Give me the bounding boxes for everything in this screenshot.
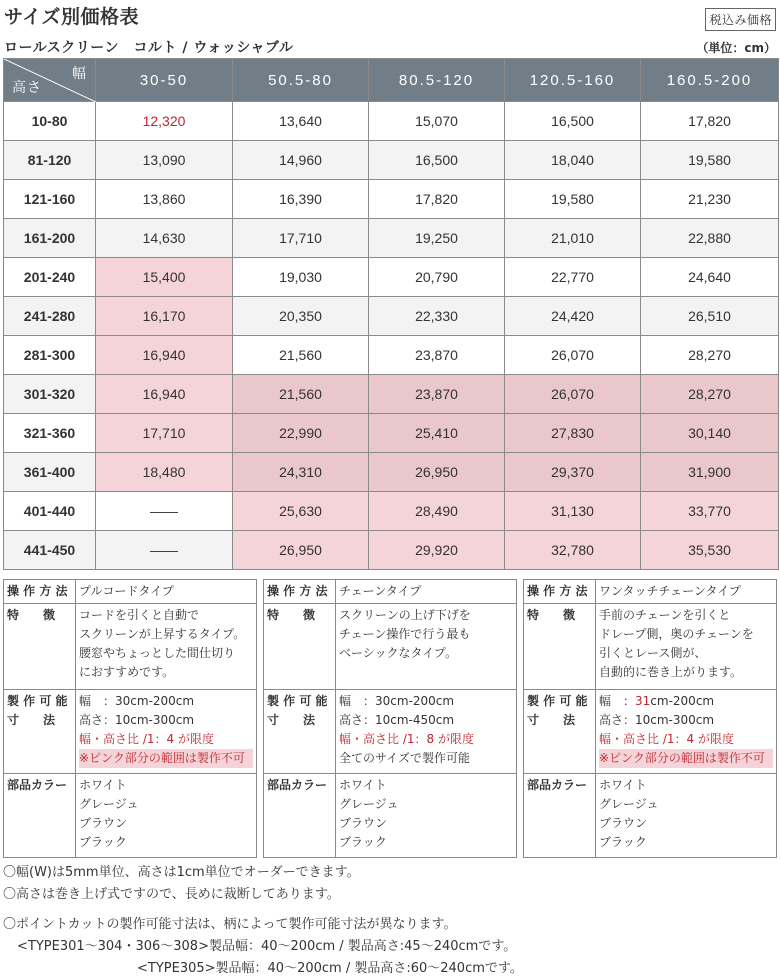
color-item: ホワイト [79, 778, 127, 792]
price-cell: 33,770 [641, 492, 779, 531]
size-label-line: 寸 法 [267, 713, 316, 727]
price-cell: 19,580 [505, 180, 641, 219]
size-label-line: 製 作 可 能 [527, 694, 588, 708]
note-line: 〇ポイントカットの製作可能寸法は、柄によって製作可能寸法が異なります。 [3, 917, 457, 932]
price-cell: 13,860 [96, 180, 233, 219]
table-row [4, 258, 779, 297]
feature-label: 特 徴 [4, 604, 76, 690]
height-axis-label: 高さ [12, 79, 42, 95]
color-item: グレージュ [599, 797, 659, 811]
price-cell: 17,820 [369, 180, 505, 219]
price-cell: 13,090 [96, 141, 233, 180]
production-note: 全てのサイズで製作可能 [339, 751, 471, 765]
feature-line: 自動的に巻き上がります。 [599, 665, 743, 679]
price-cell: 20,790 [369, 258, 505, 297]
width-column-header: 50.5-80 [233, 59, 369, 102]
table-row [4, 180, 779, 219]
width-column-header: 80.5-120 [369, 59, 505, 102]
table-row [4, 492, 779, 531]
feature-line: チェーン操作で行う最も [339, 627, 471, 641]
size-label-line: 寸 法 [7, 713, 56, 727]
height-row-header: 441-450 [4, 531, 96, 570]
price-cell: 22,880 [641, 219, 779, 258]
price-table-header [4, 59, 779, 102]
height-spec: 高さ：10cm-300cm [599, 713, 715, 727]
operation-label: 操 作 方 法 [524, 580, 596, 604]
color-item: ホワイト [599, 778, 647, 792]
price-cell: 20,350 [233, 297, 369, 336]
price-cell: 16,500 [505, 102, 641, 141]
price-cell: 19,250 [369, 219, 505, 258]
price-cell: 18,480 [96, 453, 233, 492]
feature-label: 特 徴 [524, 604, 596, 690]
price-cell: 15,070 [369, 102, 505, 141]
note-line: <TYPE305>製品幅：40～200cm / 製品高さ:60～240cmです。 [137, 961, 523, 976]
price-cell: 14,630 [96, 219, 233, 258]
height-row-header: 81-120 [4, 141, 96, 180]
price-cell: 26,950 [369, 453, 505, 492]
price-cell: 19,030 [233, 258, 369, 297]
price-cell: 23,870 [369, 336, 505, 375]
price-cell: 22,990 [233, 414, 369, 453]
price-cell: 16,500 [369, 141, 505, 180]
feature-line: コードを引くと自動で [79, 608, 200, 622]
price-cell: 31,900 [641, 453, 779, 492]
parts-color-list [336, 774, 517, 858]
height-row-header: 281-300 [4, 336, 96, 375]
height-row-header: 301-320 [4, 375, 96, 414]
height-row-header: 10-80 [4, 102, 96, 141]
price-cell: 25,410 [369, 414, 505, 453]
price-cell: 21,230 [641, 180, 779, 219]
production-note: ※ピンク部分の範囲は製作不可 [79, 749, 253, 768]
operation-label: 操 作 方 法 [264, 580, 336, 604]
price-cell: 22,770 [505, 258, 641, 297]
height-row-header: 241-280 [4, 297, 96, 336]
price-cell: 28,270 [641, 336, 779, 375]
width-spec: 幅 ：31cm-200cm [599, 694, 715, 708]
size-label [264, 690, 336, 774]
color-item: ブラック [339, 835, 387, 849]
color-item: ブラウン [339, 816, 388, 830]
feature-line: 腰窓やちょっとした間仕切り [79, 646, 236, 660]
color-item: ブラウン [79, 816, 128, 830]
price-cell: 30,140 [641, 414, 779, 453]
table-row [4, 102, 779, 141]
table-row [4, 141, 779, 180]
ratio-limit: 幅・高さ比 /1：4 が限度 [599, 732, 734, 746]
table-row [4, 297, 779, 336]
price-cell: 24,640 [641, 258, 779, 297]
parts-color-label: 部品カラー [264, 774, 336, 858]
operation-label: 操 作 方 法 [4, 580, 76, 604]
price-cell: ―― [96, 492, 233, 531]
product-subtitle: ロールスクリーン コルト / ウォッシャブル [4, 40, 294, 56]
price-cell: 29,920 [369, 531, 505, 570]
operation-type: チェーンタイプ [336, 580, 517, 604]
width-column-header: 120.5-160 [505, 59, 641, 102]
table-row [4, 375, 779, 414]
feature-line: におすすめです。 [79, 665, 175, 679]
price-cell: 16,390 [233, 180, 369, 219]
color-item: グレージュ [339, 797, 399, 811]
price-table [3, 58, 779, 570]
price-cell: 17,710 [233, 219, 369, 258]
price-cell: 26,510 [641, 297, 779, 336]
price-cell: 28,270 [641, 375, 779, 414]
parts-color-label: 部品カラー [4, 774, 76, 858]
feature-line: スクリーンの上げ下げを [339, 608, 471, 622]
price-cell: 21,560 [233, 375, 369, 414]
tax-included-badge: 税込み価格 [705, 8, 776, 31]
operation-info-box [3, 579, 257, 858]
page-title: サイズ別価格表 [4, 6, 139, 28]
price-cell: 31,130 [505, 492, 641, 531]
feature-label: 特 徴 [264, 604, 336, 690]
table-row [4, 336, 779, 375]
feature-text [76, 604, 257, 690]
price-cell: 23,870 [369, 375, 505, 414]
feature-text [596, 604, 777, 690]
price-cell: 21,010 [505, 219, 641, 258]
table-corner-cell [4, 59, 96, 102]
price-cell: 17,820 [641, 102, 779, 141]
parts-color-list [76, 774, 257, 858]
size-label-line: 製 作 可 能 [7, 694, 68, 708]
size-spec [596, 690, 777, 774]
parts-color-list [596, 774, 777, 858]
price-cell: 15,400 [96, 258, 233, 297]
color-item: ブラウン [599, 816, 648, 830]
price-cell: 28,490 [369, 492, 505, 531]
price-cell: 29,370 [505, 453, 641, 492]
size-spec [336, 690, 517, 774]
price-cell: 35,530 [641, 531, 779, 570]
operation-type: ワンタッチチェーンタイプ [596, 580, 777, 604]
price-cell: 14,960 [233, 141, 369, 180]
price-cell: 24,420 [505, 297, 641, 336]
feature-line: スクリーンが上昇するタイプ。 [79, 627, 246, 641]
height-row-header: 201-240 [4, 258, 96, 297]
note-line: 〇高さは巻き上げ式ですので、長めに裁断してあります。 [3, 887, 340, 902]
price-cell: 22,330 [369, 297, 505, 336]
feature-line: ドレープ側，奥のチェーンを [599, 627, 754, 641]
operation-info-box [263, 579, 517, 858]
height-row-header: 121-160 [4, 180, 96, 219]
price-cell: 16,170 [96, 297, 233, 336]
ratio-limit: 幅・高さ比 /1：4 が限度 [79, 732, 214, 746]
height-row-header: 361-400 [4, 453, 96, 492]
color-item: ブラック [79, 835, 127, 849]
ratio-limit: 幅・高さ比 /1：8 が限度 [339, 732, 474, 746]
price-cell: 17,710 [96, 414, 233, 453]
color-item: ブラック [599, 835, 647, 849]
production-note: ※ピンク部分の範囲は製作不可 [599, 749, 773, 768]
size-label-line: 製 作 可 能 [267, 694, 328, 708]
width-spec: 幅 ：30cm-200cm [339, 694, 455, 708]
price-cell: 19,580 [641, 141, 779, 180]
height-row-header: 321-360 [4, 414, 96, 453]
feature-line: 引くとレース側が、 [599, 646, 707, 660]
price-cell: ―― [96, 531, 233, 570]
size-spec [76, 690, 257, 774]
table-row [4, 453, 779, 492]
price-cell: 26,070 [505, 375, 641, 414]
height-row-header: 161-200 [4, 219, 96, 258]
price-cell: 16,940 [96, 375, 233, 414]
operation-info-box [523, 579, 777, 858]
feature-line: 手前のチェーンを引くと [599, 608, 731, 622]
price-table-body [4, 102, 779, 570]
table-row [4, 414, 779, 453]
height-spec: 高さ：10cm-300cm [79, 713, 195, 727]
price-cell: 32,780 [505, 531, 641, 570]
operation-type: プルコードタイプ [76, 580, 257, 604]
height-spec: 高さ：10cm-450cm [339, 713, 455, 727]
color-item: ホワイト [339, 778, 387, 792]
price-cell: 13,640 [233, 102, 369, 141]
table-row [4, 531, 779, 570]
unit-label: （単位：cm） [696, 41, 776, 55]
price-cell: 16,940 [96, 336, 233, 375]
price-cell: 12,320 [96, 102, 233, 141]
price-cell: 26,950 [233, 531, 369, 570]
price-cell: 25,630 [233, 492, 369, 531]
size-label [524, 690, 596, 774]
feature-line: ベーシックなタイプ。 [339, 646, 457, 660]
price-cell: 24,310 [233, 453, 369, 492]
parts-color-label: 部品カラー [524, 774, 596, 858]
price-cell: 26,070 [505, 336, 641, 375]
width-axis-label: 幅 [72, 65, 87, 81]
notes [3, 862, 523, 980]
width-spec: 幅 ：30cm-200cm [79, 694, 195, 708]
feature-text [336, 604, 517, 690]
color-item: グレージュ [79, 797, 139, 811]
width-column-header: 160.5-200 [641, 59, 779, 102]
size-label-line: 寸 法 [527, 713, 576, 727]
note-line: 〇幅(W)は5mm単位、高さは1cm単位でオーダーできます。 [3, 865, 360, 880]
size-label [4, 690, 76, 774]
height-row-header: 401-440 [4, 492, 96, 531]
price-cell: 21,560 [233, 336, 369, 375]
price-cell: 18,040 [505, 141, 641, 180]
note-line: <TYPE301～304・306～308>製品幅：40～200cm / 製品高さ:45～240cmです。 [17, 939, 517, 954]
width-column-header: 30-50 [96, 59, 233, 102]
price-cell: 27,830 [505, 414, 641, 453]
table-row [4, 219, 779, 258]
